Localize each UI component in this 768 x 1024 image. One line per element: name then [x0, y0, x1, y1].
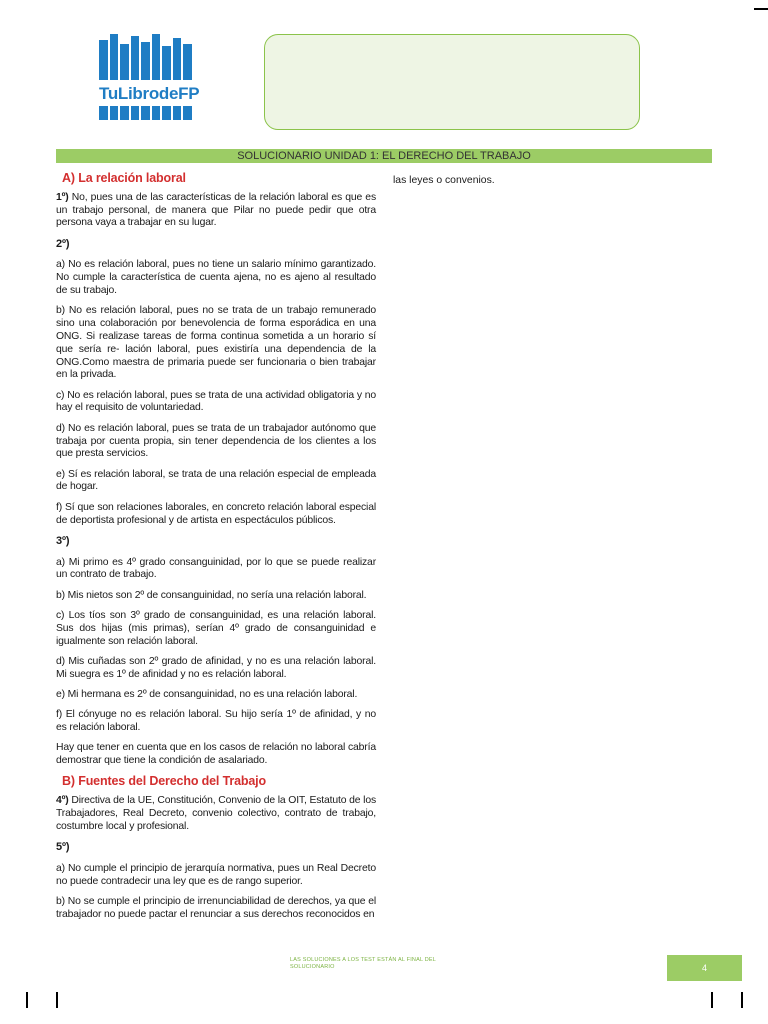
footer-note: LAS SOLUCIONES A LOS TEST ESTÁN AL FINAL DEL SOLUCIONARIO — [290, 957, 436, 970]
crop-mark — [711, 992, 713, 1008]
q3-f: f) El cónyuge no es relación laboral. Su hijo sería 1º de afinidad, y no es relación laboral. — [56, 709, 376, 734]
logo-base-bars-icon — [99, 106, 194, 120]
q5-number: 5º) — [56, 841, 70, 854]
q2-c: c) No es relación laboral, pues se trata de una actividad obligatoria y no hay el requisito de voluntariedad. — [56, 389, 376, 414]
q3-note: Hay que tener en cuenta que en los casos de relación no laboral cabría demostrar que tiene la condición de asalariado. — [56, 742, 376, 767]
q2-a: a) No es relación laboral, pues no tiene un salario mínimo garantizado. No cumple la característica de cuenta ajena, no es ajeno al resultado de su trabajo. — [56, 259, 376, 297]
section-b-heading: B) Fuentes del Derecho del Trabajo — [62, 774, 266, 789]
q2-e: e) Sí es relación laboral, se trata de una relación especial de empleada de hogar. — [56, 468, 376, 493]
crop-mark — [56, 992, 58, 1008]
crop-mark — [741, 992, 743, 1008]
q5-a: a) No cumple el principio de jerarquía normativa, pues un Real Decreto no puede contradecir una ley que es de rango superior. — [56, 862, 376, 887]
section-a-heading: A) La relación laboral — [62, 171, 186, 185]
crop-mark — [754, 8, 768, 10]
q2-number: 2º) — [56, 237, 70, 250]
q2-b: b) No es relación laboral, pues no se trata de un trabajo remunerado sino una colaboración por benevolencia de forma esporádica en una ONG. Si realizase tareas de forma continua sometida a un horario sí que sería re- lación laboral, pues existiría una dependencia de la ONG.Como maestra de primaria puede ser funcionaria o bien trabajar en la privada. — [56, 305, 376, 381]
q3-c: c) Los tíos son 3º grado de consanguinidad, es una relación laboral. Sus dos hijas (mis primas), serían 4º grado de consanguinidad e igualmente son relación laboral. — [56, 610, 376, 647]
logo-books-icon — [99, 34, 194, 80]
q3-number: 3º) — [56, 534, 70, 547]
q4-answer: 4º) Directiva de la UE, Constitución, Convenio de la OIT, Estatuto de los Trabajadores, Real Decreto, convenio colectivo, contrato de trabajo, costumbre local y profesional. — [56, 795, 376, 832]
q3-b: b) Mis nietos son 2º de consanguinidad, no sería una relación laboral. — [56, 589, 367, 601]
continued-text: las leyes o convenios. — [393, 175, 495, 186]
crop-mark — [26, 992, 28, 1008]
logo-wordmark: TuLibrodeFP — [99, 84, 200, 103]
header-box — [264, 34, 640, 130]
q2-d: d) No es relación laboral, pues se trata de un trabajador autónomo que trabaja por cuenta propia, sin tener dependencia de los clientes a los que presta servicios. — [56, 422, 376, 460]
page-number: 4 — [667, 955, 742, 981]
q3-d: d) Mis cuñadas son 2º grado de afinidad, y no es una relación laboral. Mi suegra es 1º de afinidad y no es relación laboral. — [56, 655, 376, 680]
q2-f: f) Sí que son relaciones laborales, en concreto relación laboral especial de deportista profesional y de artista en espectáculos públicos. — [56, 501, 376, 526]
q3-a: a) Mi primo es 4º grado consanguinidad, por lo que se puede realizar un contrato de trabajo. — [56, 556, 376, 581]
second-column — [393, 175, 703, 188]
page-title: SOLUCIONARIO UNIDAD 1: EL DERECHO DEL TRABAJO — [56, 149, 712, 163]
q3-e: e) Mi hermana es 2º de consanguinidad, no es una relación laboral. — [56, 689, 358, 700]
main-column — [56, 170, 376, 929]
q1-answer: 1º) No, pues una de las características de la relación laboral es que es un trabajo personal, de manera que Pilar no puede pedir que otra persona vaya a trabajar en su lugar. — [56, 191, 376, 229]
q5-b: b) No se cumple el principio de irrenunciabilidad de derechos, ya que el trabajador no puede pactar el renunciar a sus derechos reconocidos en — [56, 896, 376, 920]
